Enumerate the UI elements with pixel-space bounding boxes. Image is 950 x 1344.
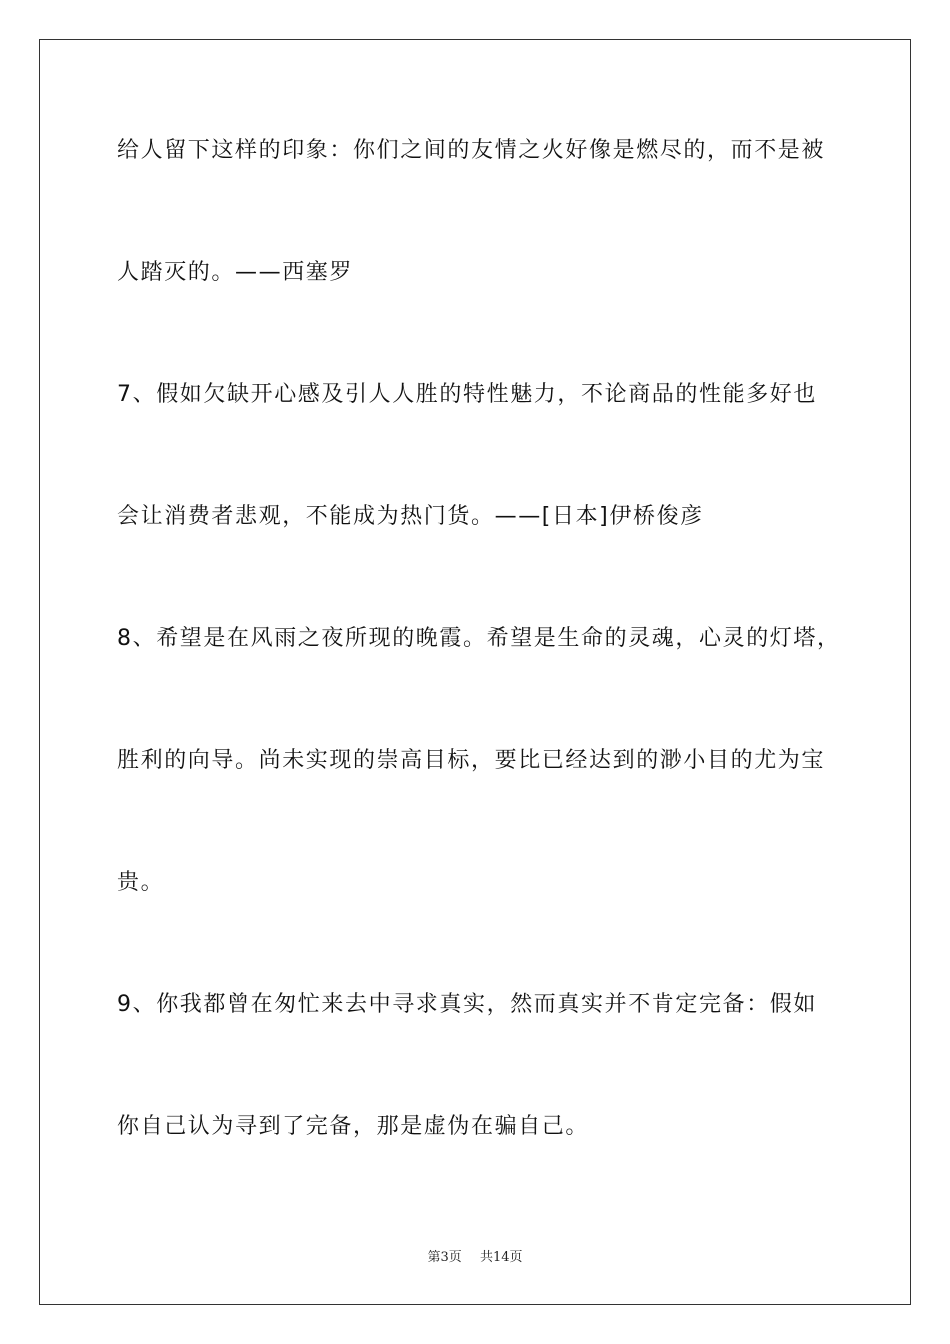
text-line: 会让消费者悲观，不能成为热门货。——[日本]伊桥俊彦 — [117, 504, 704, 529]
text-line: 7、假如欠缺开心感及引人人胜的特性魅力，不论商品的性能多好也 — [117, 382, 817, 407]
document-body — [117, 120, 841, 1158]
text-line: 贵。 — [117, 870, 165, 895]
page-number: 第3页 — [427, 1250, 462, 1265]
text-line: 你自己认为寻到了完备，那是虚伪在骗自己。 — [117, 1114, 590, 1139]
text-line: 人踏灭的。——西塞罗 — [117, 260, 354, 285]
page-footer — [0, 1246, 950, 1265]
text-line: 8、希望是在风雨之夜所现的晚霞。希望是生命的灵魂，心灵的灯塔， — [117, 626, 841, 651]
text-line: 胜利的向导。尚未实现的崇高目标，要比已经达到的渺小目的尤为宝 — [117, 748, 826, 773]
text-line: 给人留下这样的印象：你们之间的友情之火好像是燃尽的，而不是被 — [117, 138, 826, 163]
page-total: 共14页 — [479, 1250, 523, 1265]
text-line: 9、你我都曾在匆忙来去中寻求真实，然而真实并不肯定完备：假如 — [117, 992, 817, 1017]
